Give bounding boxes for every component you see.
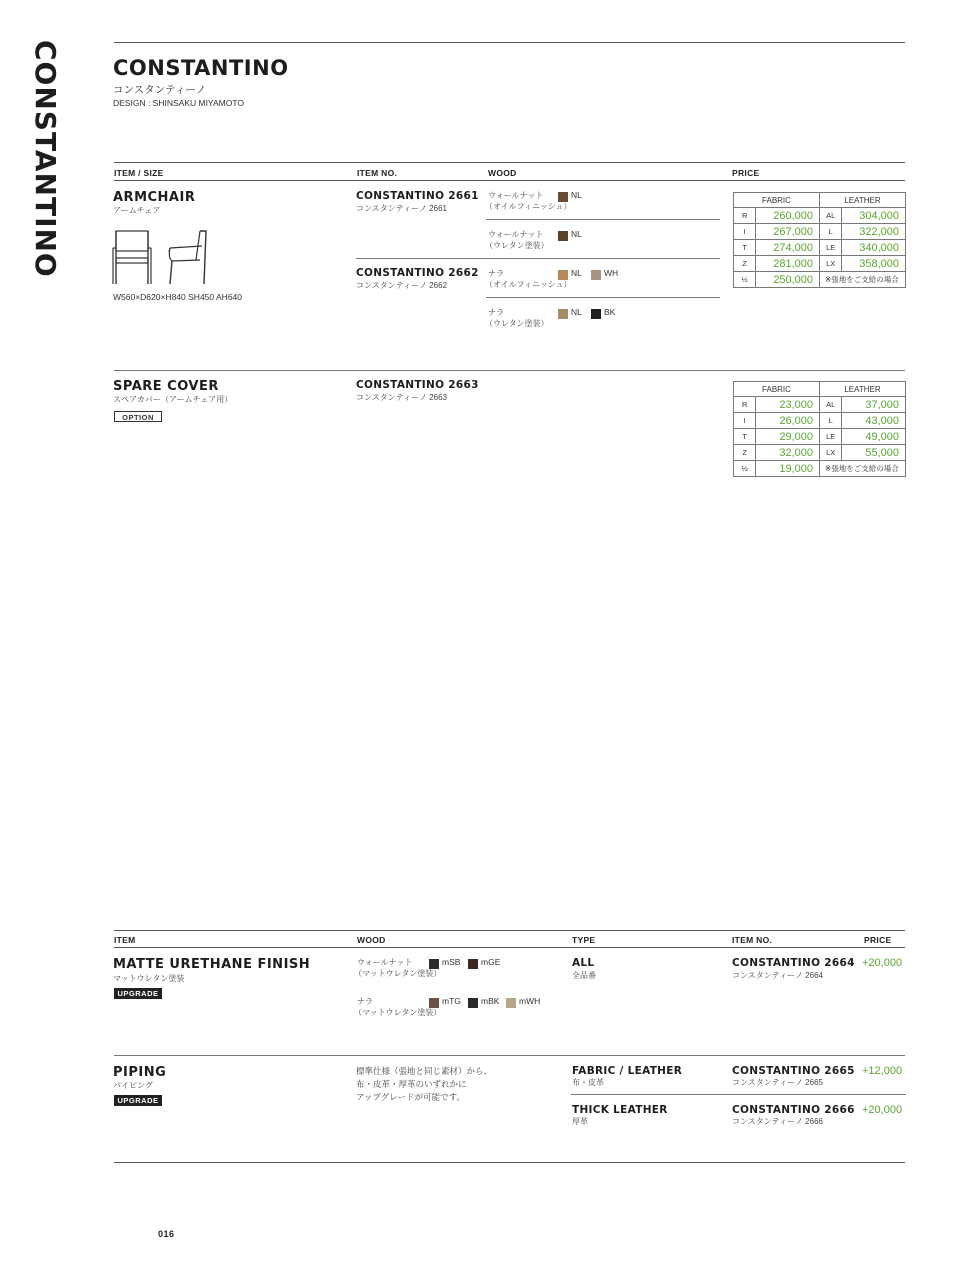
col-item-no: ITEM NO. bbox=[357, 168, 398, 178]
leather-price: 322,000 bbox=[842, 224, 906, 240]
armchair-price-table bbox=[733, 192, 906, 288]
page-subtitle-jp: コンスタンティーノ bbox=[113, 84, 207, 96]
color-swatch bbox=[558, 270, 568, 280]
col-wood: WOOD bbox=[357, 935, 386, 945]
fabric-grade: T bbox=[734, 429, 756, 445]
leather-grade: AL bbox=[819, 208, 841, 224]
matte-wood-b-finish: （マットウレタン塗装） bbox=[354, 1008, 442, 1017]
col-type: TYPE bbox=[572, 935, 596, 945]
wood-divider bbox=[486, 219, 720, 220]
columns-top-rule bbox=[114, 162, 905, 163]
upgrade-badge: UPGRADE bbox=[114, 988, 162, 999]
leather-grade: LE bbox=[819, 429, 841, 445]
supplied-fabric-note: ※張地をご支給の場合 bbox=[819, 461, 905, 477]
fabric-grade: R bbox=[734, 208, 756, 224]
color-label: NL bbox=[571, 190, 582, 200]
piping-desc-line: 標準仕様（張地と同じ素材）から、 bbox=[356, 1066, 493, 1076]
table-row bbox=[734, 397, 906, 413]
piping-divider bbox=[571, 1094, 906, 1095]
fabric-price: 267,000 bbox=[756, 224, 820, 240]
color-swatch bbox=[558, 231, 568, 241]
piping-type-2-jp: 厚革 bbox=[572, 1117, 588, 1126]
armchair-code-2661: CONSTANTINO 2661 bbox=[356, 190, 479, 202]
armchair-code-2662-jp: コンスタンティーノ 2662 bbox=[356, 281, 447, 290]
table-row bbox=[734, 429, 906, 445]
armchair-code-2662: CONSTANTINO 2662 bbox=[356, 267, 479, 279]
color-label: NL bbox=[571, 229, 582, 239]
fabric-grade: ½ bbox=[734, 461, 756, 477]
fabric-price: 23,000 bbox=[756, 397, 820, 413]
matte-price: +20,000 bbox=[862, 957, 903, 969]
wood-2661-b-finish: （ウレタン塗装） bbox=[485, 241, 549, 250]
color-label: mBK bbox=[481, 996, 500, 1006]
leather-price: 304,000 bbox=[842, 208, 906, 224]
fabric-price: 29,000 bbox=[756, 429, 820, 445]
piping-code-2665-jp: コンスタンティーノ 2665 bbox=[732, 1078, 823, 1087]
leather-grade: LX bbox=[819, 445, 841, 461]
leather-grade: LE bbox=[819, 240, 841, 256]
fabric-grade: Z bbox=[734, 256, 756, 272]
piping-price-2665: +12,000 bbox=[862, 1065, 903, 1077]
armchair-side-illustration bbox=[166, 228, 210, 286]
piping-desc-line: 布・皮革・厚革のいずれかに bbox=[356, 1079, 467, 1089]
fabric-header: FABRIC bbox=[734, 382, 820, 397]
page-number: 016 bbox=[158, 1229, 175, 1239]
upgrade-header-rule bbox=[114, 947, 905, 948]
fabric-price: 250,000 bbox=[756, 272, 820, 288]
columns-bottom-rule bbox=[114, 180, 905, 181]
color-label: mGE bbox=[481, 957, 501, 967]
upgrade-badge: UPGRADE bbox=[114, 1095, 162, 1106]
spare-cover-code: CONSTANTINO 2663 bbox=[356, 379, 479, 391]
piping-price-2666: +20,000 bbox=[862, 1104, 903, 1116]
table-row bbox=[734, 240, 906, 256]
color-label: mWH bbox=[519, 996, 541, 1006]
side-title bbox=[22, 40, 62, 278]
fabric-grade: I bbox=[734, 413, 756, 429]
spare-cover-name-jp: スペアカバー（アームチェア用） bbox=[113, 395, 233, 404]
leather-price: 55,000 bbox=[842, 445, 906, 461]
col-item: ITEM bbox=[114, 935, 136, 945]
piping-code-2666: CONSTANTINO 2666 bbox=[732, 1104, 855, 1116]
color-swatch bbox=[468, 998, 478, 1008]
color-label: NL bbox=[571, 307, 582, 317]
table-row bbox=[734, 208, 906, 224]
col-item-size: ITEM / SIZE bbox=[114, 168, 164, 178]
col-price: PRICE bbox=[864, 935, 892, 945]
color-swatch bbox=[591, 270, 601, 280]
color-swatch bbox=[468, 959, 478, 969]
wood-2662-b-finish: （ウレタン塗装） bbox=[485, 319, 549, 328]
upgrade-top-rule bbox=[114, 930, 905, 931]
piping-code-2666-jp: コンスタンティーノ 2666 bbox=[732, 1117, 823, 1126]
designer-credit: DESIGN : SHINSAKU MIYAMOTO bbox=[113, 98, 244, 108]
piping-type-2: THICK LEATHER bbox=[572, 1104, 668, 1116]
section-rule bbox=[114, 1055, 905, 1056]
supplied-fabric-note: ※張地をご支給の場合 bbox=[819, 272, 905, 288]
wood-divider bbox=[486, 297, 720, 298]
color-label: mSB bbox=[442, 957, 461, 967]
fabric-price: 19,000 bbox=[756, 461, 820, 477]
matte-finish-name: MATTE URETHANE FINISH bbox=[113, 957, 311, 972]
wood-2662-a-name: ナラ bbox=[488, 269, 504, 278]
variant-divider bbox=[356, 258, 720, 259]
fabric-price: 274,000 bbox=[756, 240, 820, 256]
spare-cover-price-table bbox=[733, 381, 906, 477]
color-swatch bbox=[558, 309, 568, 319]
leather-grade: L bbox=[819, 413, 841, 429]
leather-grade: AL bbox=[819, 397, 841, 413]
matte-code: CONSTANTINO 2664 bbox=[732, 957, 855, 969]
color-swatch bbox=[429, 959, 439, 969]
matte-type: ALL bbox=[572, 957, 595, 969]
matte-wood-a-name: ウォールナット bbox=[357, 958, 413, 967]
armchair-code-2661-jp: コンスタンティーノ 2661 bbox=[356, 204, 447, 213]
matte-code-jp: コンスタンティーノ 2664 bbox=[732, 971, 823, 980]
color-label: mTG bbox=[442, 996, 461, 1006]
table-row bbox=[734, 445, 906, 461]
leather-price: 358,000 bbox=[842, 256, 906, 272]
leather-header: LEATHER bbox=[819, 382, 905, 397]
matte-wood-a-finish: （マットウレタン塗装） bbox=[354, 969, 442, 978]
fabric-price: 26,000 bbox=[756, 413, 820, 429]
piping-code-2665: CONSTANTINO 2665 bbox=[732, 1065, 855, 1077]
table-row bbox=[734, 256, 906, 272]
table-row bbox=[734, 413, 906, 429]
matte-type-jp: 全品番 bbox=[572, 971, 596, 980]
color-label: BK bbox=[604, 307, 616, 317]
fabric-grade: ½ bbox=[734, 272, 756, 288]
wood-2661-a-finish: （オイルフィニッシュ） bbox=[485, 202, 572, 211]
wood-2662-a-finish: （オイルフィニッシュ） bbox=[485, 280, 572, 289]
table-row bbox=[734, 272, 906, 288]
armchair-name: ARMCHAIR bbox=[113, 190, 196, 205]
col-price: PRICE bbox=[732, 168, 760, 178]
bottom-rule bbox=[114, 1162, 905, 1163]
piping-name: PIPING bbox=[113, 1065, 167, 1080]
wood-2661-a-name: ウォールナット bbox=[488, 191, 544, 200]
fabric-grade: Z bbox=[734, 445, 756, 461]
matte-finish-name-jp: マットウレタン塗装 bbox=[113, 974, 185, 983]
fabric-price: 32,000 bbox=[756, 445, 820, 461]
fabric-grade: R bbox=[734, 397, 756, 413]
fabric-header: FABRIC bbox=[734, 193, 820, 208]
piping-desc-line: アップグレードが可能です。 bbox=[356, 1092, 465, 1102]
piping-type-1-jp: 布・皮革 bbox=[572, 1078, 604, 1087]
table-row bbox=[734, 224, 906, 240]
col-wood: WOOD bbox=[488, 168, 517, 178]
leather-grade: LX bbox=[819, 256, 841, 272]
piping-name-jp: パイピング bbox=[113, 1081, 153, 1090]
armchair-front-illustration bbox=[112, 228, 152, 286]
leather-price: 37,000 bbox=[842, 397, 906, 413]
armchair-name-jp: アームチェア bbox=[113, 206, 161, 215]
wood-2661-b-name: ウォールナット bbox=[488, 230, 544, 239]
leather-price: 340,000 bbox=[842, 240, 906, 256]
color-swatch bbox=[429, 998, 439, 1008]
page-title: CONSTANTINO bbox=[113, 56, 289, 80]
color-label: NL bbox=[571, 268, 582, 278]
leather-grade: L bbox=[819, 224, 841, 240]
color-label: WH bbox=[604, 268, 619, 278]
piping-description bbox=[356, 1065, 492, 1104]
top-rule bbox=[114, 42, 905, 43]
leather-header: LEATHER bbox=[819, 193, 905, 208]
side-title-text: CONSTANTINO bbox=[29, 40, 62, 278]
color-swatch bbox=[591, 309, 601, 319]
color-swatch bbox=[558, 192, 568, 202]
fabric-grade: T bbox=[734, 240, 756, 256]
fabric-price: 281,000 bbox=[756, 256, 820, 272]
table-row bbox=[734, 461, 906, 477]
option-badge: OPTION bbox=[114, 411, 162, 422]
armchair-size: W560×D620×H840 SH450 AH640 bbox=[113, 292, 243, 302]
color-swatch bbox=[506, 998, 516, 1008]
matte-wood-b-name: ナラ bbox=[357, 997, 373, 1006]
section-rule bbox=[114, 370, 905, 371]
fabric-price: 260,000 bbox=[756, 208, 820, 224]
spare-cover-name: SPARE COVER bbox=[113, 379, 219, 394]
leather-price: 43,000 bbox=[842, 413, 906, 429]
col-item-no: ITEM NO. bbox=[732, 935, 773, 945]
spare-cover-code-jp: コンスタンティーノ 2663 bbox=[356, 393, 447, 402]
leather-price: 49,000 bbox=[842, 429, 906, 445]
wood-2662-b-name: ナラ bbox=[488, 308, 504, 317]
piping-type-1: FABRIC / LEATHER bbox=[572, 1065, 683, 1077]
fabric-grade: I bbox=[734, 224, 756, 240]
